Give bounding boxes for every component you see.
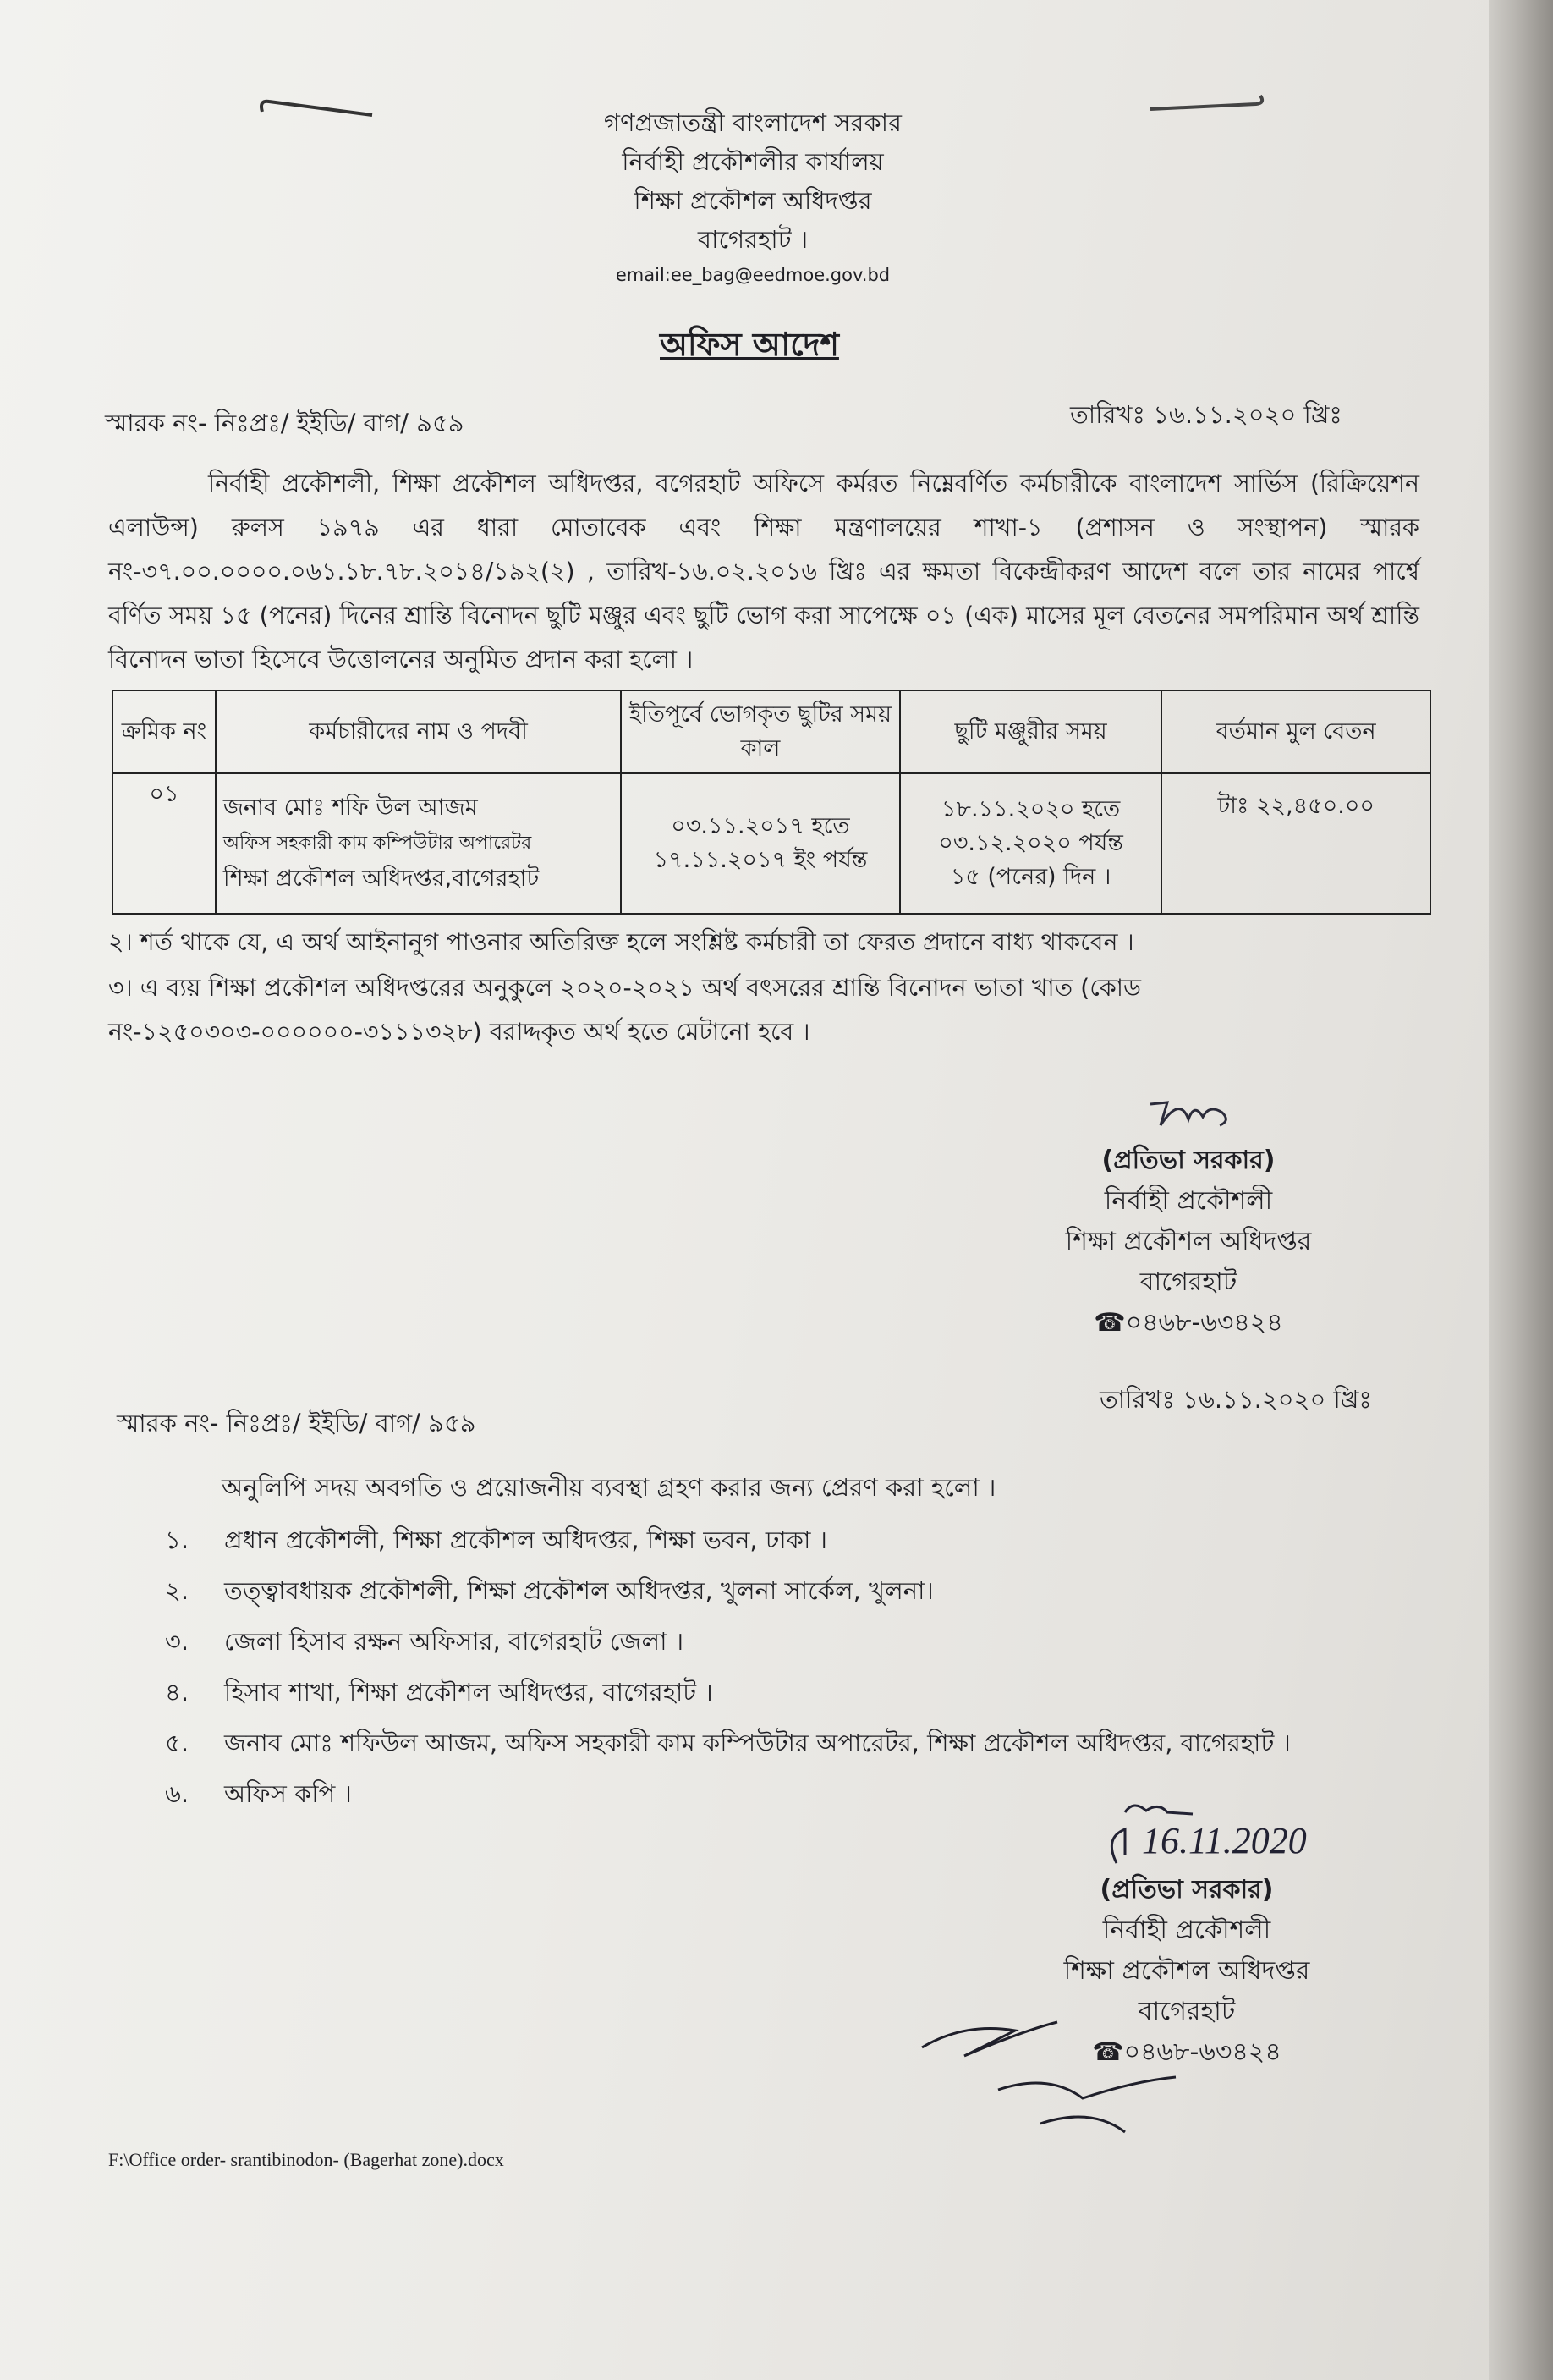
footer-file-path: F:\Office order- srantibinodon- (Bagerhat zone).docx	[108, 2149, 504, 2170]
cell-name	[216, 773, 621, 914]
sanc-days: ১৫ (পনের) দিন ।	[950, 864, 1111, 890]
col-sanctioned-leave: ছুটি মঞ্জুরীর সময়	[900, 690, 1162, 773]
list-item	[165, 1565, 1291, 1616]
list-item-text: জনাব মোঃ শফিউল আজম, অফিস সহকারী কাম কম্পিউটার অপারেটর, শিক্ষা প্রকৌশল অধিদপ্তর, বাগেরহাট ।	[224, 1729, 1291, 1757]
signatory-place: বাগেরহাট	[1139, 1267, 1237, 1297]
header-email: email:ee_bag@eedmoe.gov.bd	[615, 265, 891, 285]
employee-designation: অফিস সহকারী কাম কম্পিউটার অপারেটর	[222, 833, 532, 854]
staple-left-icon	[254, 91, 381, 125]
list-item-number: ৩.	[165, 1627, 189, 1656]
handwritten-scribble-icon	[914, 1997, 1218, 2149]
list-item-text: প্রধান প্রকৌশলী, শিক্ষা প্রকৌশল অধিদপ্তর, শিক্ষা ভবন, ঢাকা ।	[224, 1525, 827, 1554]
employee-name: জনাব মোঃ শফি উল আজম	[222, 794, 478, 821]
paper-edge	[1489, 0, 1553, 2380]
condition-2: ২। শর্ত থাকে যে, এ অর্থ আইনানুগ পাওনার অতিরিক্ত হলে সংশ্লিষ্ট কর্মচারী তা ফেরত প্রদানে বাধ্য থাকবেন ।	[108, 928, 1134, 956]
signatory-designation: নির্বাহী প্রকৌশলী	[1102, 1916, 1271, 1945]
list-item	[165, 1514, 1291, 1565]
copy-recipient-list	[165, 1514, 1291, 1819]
copy-ref: স্মারক নং- নিঃপ্রঃ/ ইইডি/ বাগ/ ৯৫৯	[117, 1409, 476, 1437]
list-item-number: ২.	[165, 1576, 189, 1605]
col-name: কর্মচারীদের নাম ও পদবী	[216, 690, 621, 773]
list-item	[165, 1718, 1291, 1768]
header-location: বাগেরহাট ।	[697, 225, 809, 254]
col-serial: ক্রমিক নং	[112, 690, 216, 773]
staple-right-icon	[1142, 89, 1269, 123]
table-header-row	[112, 690, 1430, 773]
phone-icon: ☎	[1092, 2037, 1124, 2067]
sanc-to: ০৩.১২.২০২০ পর্যন্ত	[938, 830, 1123, 856]
body-text: নির্বাহী প্রকৌশলী, শিক্ষা প্রকৌশল অধিদপ্তর, বগেরহাট অফিসে কর্মরত নিম্নেবর্ণিত কর্মচারীকে বাংলাদেশ সার্ভিস (রিক্রিয়েশন এলাউন্স) রুলস ১৯৭৯ এর ধারা মোতাবেক এবং শিক্ষা মন্ত্রণালয়ের শাখা-১ (প্রশাসন ও সংস্থাপন) স্মারক নং-৩৭.০০.০০০০.০৬১.১৮.৭৮.২০১৪/১৯২(২) , তারিখ-১৬.০২.২০১৬ খ্রিঃ এর ক্ষমতা বিকেন্দ্রীকরণ আদেশ বলে তার নামের পার্শ্বে বর্ণিত সময় ১৫ (পনের) দিনের শ্রান্তি বিনোদন ছুটি মঞ্জুর এবং ছুটি ভোগ করা সাপেক্ষে ০১ (এক) মাসের মূল বেতনের সমপরিমান অর্থ শ্রান্তি বিনোদন ভাতা হিসেবে উত্তোলনের অনুমিত প্রদান করা হলো ।	[108, 470, 1419, 673]
list-item-number: ৫.	[165, 1729, 189, 1757]
signatory-phone: ০৪৬৮-৬৩৪২৪	[1123, 2037, 1281, 2067]
copy-intro: অনুলিপি সদয় অবগতি ও প্রয়োজনীয় ব্যবস্থা গ্রহণ করার জন্য প্রেরণ করা হলো ।	[222, 1473, 996, 1502]
signatory-designation: নির্বাহী প্রকৌশলী	[1104, 1186, 1273, 1216]
list-item-text: জেলা হিসাব রক্ষন অফিসার, বাগেরহাট জেলা ।	[224, 1627, 684, 1656]
memo-ref: স্মারক নং- নিঃপ্রঃ/ ইইডি/ বাগ/ ৯৫৯	[105, 409, 464, 437]
cell-salary: টাঃ ২২,৪৫০.০০	[1161, 773, 1430, 914]
prev-from: ০৩.১১.২০১৭ হতে	[671, 813, 850, 839]
sanc-from: ১৮.১১.২০২০ হতে	[941, 796, 1121, 822]
signature-1-icon	[1142, 1087, 1243, 1138]
list-item-number: ১.	[165, 1525, 189, 1554]
list-item	[165, 1667, 1291, 1718]
signatory-office: শিক্ষা প্রকৌশল অধিদপ্তর	[1063, 1956, 1310, 1986]
list-item	[165, 1616, 1291, 1667]
handwritten-date: 16.11.2020	[1142, 1820, 1307, 1861]
signatory-phone: ০৪৬৮-৬৩৪২৪	[1125, 1308, 1283, 1338]
page-title: অফিস আদেশ	[660, 326, 839, 363]
employee-office: শিক্ষা প্রকৌশল অধিদপ্তর,বাগেরহাট	[222, 866, 540, 892]
signatory-place: বাগেরহাট	[1138, 1997, 1236, 2026]
signature-block-1	[994, 1141, 1383, 1344]
cell-previous-leave	[621, 773, 900, 914]
prev-to: ১৭.১১.২০১৭ ইং পর্যন্ত	[653, 847, 868, 873]
list-item-text: অফিস কপি ।	[224, 1779, 352, 1808]
header-office: নির্বাহী প্রকৌশলীর কার্যালয়	[622, 147, 884, 176]
signatory-name: (প্রতিভা সরকার)	[1101, 1146, 1276, 1175]
cell-sanctioned-leave	[900, 773, 1162, 914]
memo-date: তারিখঃ ১৬.১১.২০২০ খ্রিঃ	[1070, 400, 1342, 429]
signatory-name: (প্রতিভা সরকার)	[1100, 1875, 1274, 1905]
list-item-text: হিসাব শাখা, শিক্ষা প্রকৌশল অধিদপ্তর, বাগেরহাট ।	[224, 1678, 713, 1707]
col-salary: বর্তমান মুল বেতন	[1161, 690, 1430, 773]
condition-3: ৩। এ ব্যয় শিক্ষা প্রকৌশল অধিদপ্তরের অনুকুলে ২০২০-২০২১ অর্থ বৎসরের শ্রান্তি বিনোদন ভাতা খাত (কোড নং-১২৫০৩০৩-০০০০০০-৩১১১৩২৮) বরাদ্দকৃত অর্থ হতে মেটানো হবে ।	[108, 974, 1142, 1046]
list-item-number: ৪.	[165, 1678, 189, 1707]
list-item-number: ৬.	[165, 1779, 189, 1808]
phone-icon: ☎	[1094, 1308, 1126, 1338]
copy-date: তারিখঃ ১৬.১১.২০২০ খ্রিঃ	[1100, 1385, 1372, 1414]
leave-table	[112, 690, 1431, 915]
list-item-text: তত্ত্বাবধায়ক প্রকৌশলী, শিক্ষা প্রকৌশল অধিদপ্তর, খুলনা সার্কেল, খুলনা।	[224, 1576, 934, 1605]
header-govt: গণপ্রজাতন্ত্রী বাংলাদেশ সরকার	[603, 108, 903, 137]
table-row	[112, 773, 1430, 914]
col-previous-leave: ইতিপূর্বে ভোগকৃত ছুটির সময় কাল	[621, 690, 900, 773]
header-department: শিক্ষা প্রকৌশল অধিদপ্তর	[634, 186, 872, 215]
body-paragraph	[108, 462, 1419, 682]
signatory-office: শিক্ষা প্রকৌশল অধিদপ্তর	[1065, 1227, 1312, 1256]
cell-serial: ০১	[112, 773, 216, 914]
